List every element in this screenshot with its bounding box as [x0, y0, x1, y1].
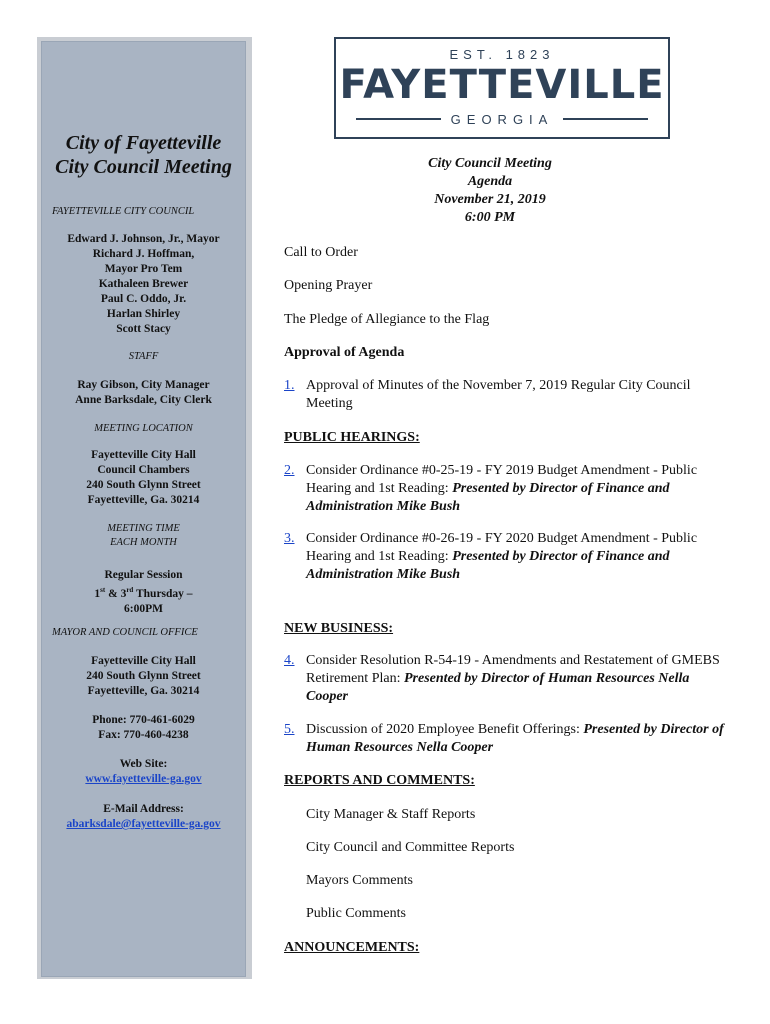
email	[42, 802, 245, 832]
report-city-manager: City Manager & Staff Reports	[306, 807, 476, 822]
new-business-heading: NEW BUSINESS:	[284, 621, 394, 636]
meeting-time-label	[42, 522, 245, 550]
announcements-heading: ANNOUNCEMENTS:	[284, 940, 420, 955]
report-public-comments: Public Comments	[306, 906, 406, 921]
session-line3: 6:00PM	[124, 602, 163, 615]
session-line2: 1st & 3rd Thursday –	[94, 586, 193, 600]
agenda-item-3-presenter: Presented by Director of Finance and Administration Mike Bush	[306, 549, 670, 582]
website-link[interactable]: www.fayetteville-ga.gov	[85, 773, 202, 785]
location-line: Council Chambers	[97, 464, 190, 476]
council-members	[42, 232, 245, 337]
council-member: Kathaleen Brewer	[98, 278, 189, 290]
reports-comments-heading: REPORTS AND COMMENTS:	[284, 773, 475, 788]
agenda-item-1-text: Approval of Minutes of the November 7, 2019 Regular City Council Meeting	[306, 378, 691, 411]
agenda-item-5	[284, 721, 724, 757]
council-member: Richard J. Hoffman,	[92, 248, 195, 260]
agenda-item-3-number[interactable]: 3.	[284, 531, 295, 546]
heading-line2: Agenda	[467, 174, 513, 189]
staff-member: Anne Barksdale, City Clerk	[75, 394, 212, 406]
heading-line1: City Council Meeting	[428, 156, 552, 171]
location-line: Fayetteville City Hall	[91, 449, 196, 461]
agenda-item-5-presenter: Presented by Director of Human Resources Nella Cooper	[306, 722, 724, 755]
call-to-order: Call to Order	[284, 245, 358, 260]
council-member: Edward J. Johnson, Jr., Mayor	[67, 233, 220, 245]
agenda-item-2	[284, 462, 724, 516]
location-line: Fayetteville, Ga. 30214	[87, 494, 200, 506]
report-mayors-comments: Mayors Comments	[306, 873, 413, 888]
agenda-heading	[392, 155, 588, 227]
sidebar	[41, 41, 246, 977]
agenda-item-4-text: Consider Resolution R-54-19 - Amendments and Restatement of GMEBS Retirement Plan: Presented by Director of Human Resources Nella Cooper	[306, 653, 720, 704]
agenda-item-4-number[interactable]: 4.	[284, 653, 295, 668]
regular-session	[42, 568, 245, 617]
meeting-time-label-line1: MEETING TIME	[107, 523, 180, 534]
logo-state-row	[356, 111, 648, 127]
office-line: Fayetteville, Ga. 30214	[87, 685, 200, 697]
agenda-item-5-number[interactable]: 5.	[284, 722, 295, 737]
office-lines	[42, 654, 245, 699]
agenda-item-4-presenter: Presented by Director of Human Resources Nella Cooper	[306, 671, 690, 704]
council-label: FAYETTEVILLE CITY COUNCIL	[52, 206, 195, 217]
agenda-item-4	[284, 652, 724, 706]
website	[42, 757, 245, 787]
staff-member: Ray Gibson, City Manager	[77, 379, 210, 391]
email-label: E-Mail Address:	[103, 803, 184, 815]
agenda-item-5-text: Discussion of 2020 Employee Benefit Offerings: Presented by Director of Human Resources Nella Cooper	[306, 722, 724, 755]
office-line: Fayetteville City Hall	[91, 655, 196, 667]
city-logo	[334, 37, 670, 139]
website-label: Web Site:	[119, 758, 168, 770]
approval-of-agenda: Approval of Agenda	[284, 345, 405, 360]
sidebar-title-line2: City Council Meeting	[55, 156, 232, 178]
agenda-item-2-text: Consider Ordinance #0-25-19 - FY 2019 Budget Amendment - Public Hearing and 1st Reading: Presented by Director of Finance and Administration Mike Bush	[306, 463, 698, 514]
council-member: Harlan Shirley	[106, 308, 181, 320]
fax: Fax: 770-460-4238	[98, 729, 189, 741]
logo-rule-right	[563, 118, 648, 120]
meeting-time-label-line2: EACH MONTH	[110, 537, 177, 548]
contact-phone-fax	[42, 713, 245, 743]
opening-prayer: Opening Prayer	[284, 278, 373, 293]
agenda-item-2-number[interactable]: 2.	[284, 463, 295, 478]
logo-rule-left	[356, 118, 441, 120]
agenda-item-2-presenter: Presented by Director of Finance and Administration Mike Bush	[306, 481, 670, 514]
logo-city-name: FAYETTEVILLE	[339, 62, 665, 108]
session-line1: Regular Session	[104, 569, 183, 581]
pledge: The Pledge of Allegiance to the Flag	[284, 312, 490, 327]
report-city-council: City Council and Committee Reports	[306, 840, 515, 855]
office-line: 240 South Glynn Street	[86, 670, 201, 682]
council-member: Scott Stacy	[116, 323, 171, 335]
public-hearings-heading: PUBLIC HEARINGS:	[284, 430, 420, 445]
agenda-item-3	[284, 530, 724, 584]
agenda-item-1-number[interactable]: 1.	[284, 378, 295, 393]
heading-line4: 6:00 PM	[464, 210, 516, 225]
logo-established: EST. 1823	[449, 47, 555, 62]
location-label: MEETING LOCATION	[94, 423, 193, 434]
heading-line3: November 21, 2019	[434, 192, 546, 207]
agenda-item-3-text: Consider Ordinance #0-26-19 - FY 2020 Budget Amendment - Public Hearing and 1st Reading: Presented by Director of Finance and Administration Mike Bush	[306, 531, 698, 582]
logo-state: GEORGIA	[450, 111, 554, 127]
sidebar-title-line1: City of Fayetteville	[65, 132, 222, 154]
location-lines	[42, 448, 245, 508]
council-member: Paul C. Oddo, Jr.	[100, 293, 187, 305]
location-line: 240 South Glynn Street	[86, 479, 201, 491]
staff-label: STAFF	[128, 351, 159, 362]
staff-members	[42, 378, 245, 408]
agenda-item-1	[284, 377, 724, 413]
phone: Phone: 770-461-6029	[92, 714, 195, 726]
council-member: Mayor Pro Tem	[104, 263, 183, 275]
email-link[interactable]: abarksdale@fayetteville-ga.gov	[66, 818, 221, 830]
office-label: MAYOR AND COUNCIL OFFICE	[52, 627, 198, 638]
